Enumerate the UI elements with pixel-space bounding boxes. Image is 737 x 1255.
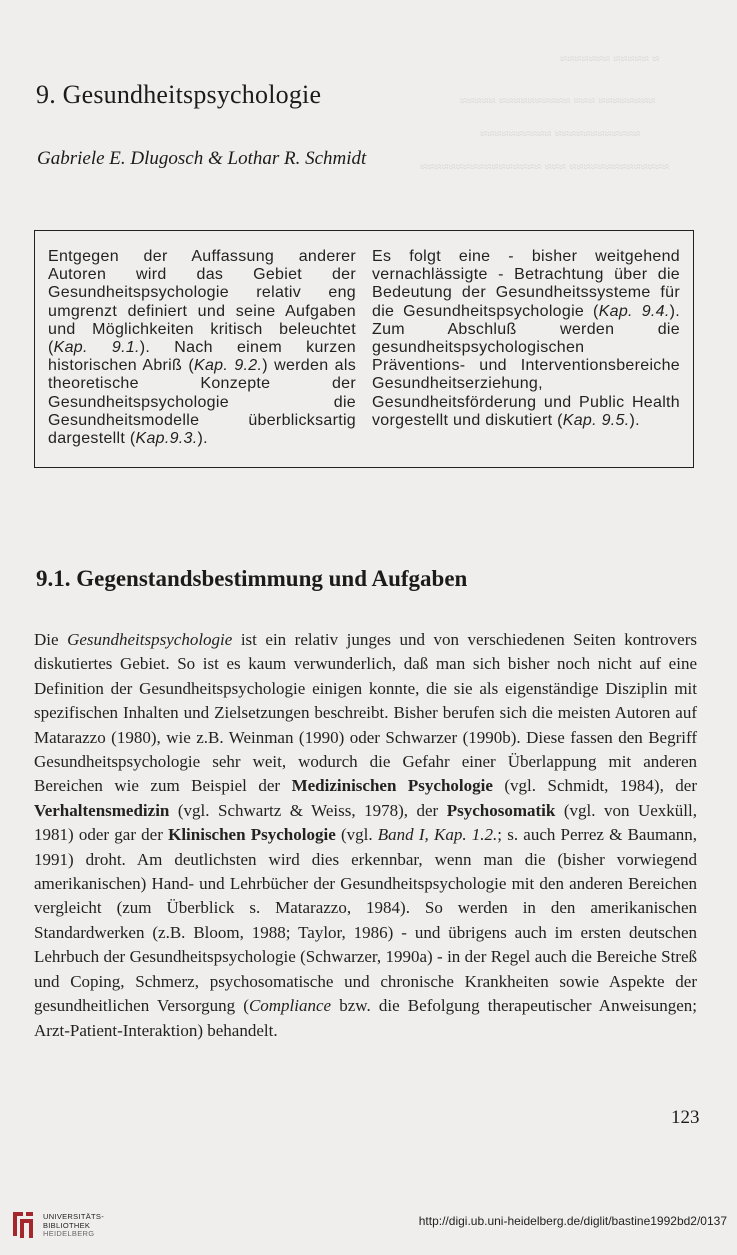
section-title: 9.1. Gegenstandsbestimmung und Aufgaben (36, 566, 468, 591)
bold-term: Medizinischen Psychologie (291, 776, 493, 796)
emphasis-term: Band I, Kap. 1.2. (377, 825, 498, 845)
chapter-reference: Kap. 9.4. (598, 302, 670, 320)
library-name: UNIVERSITÄTS- BIBLIOTHEK HEIDELBERG (43, 1212, 104, 1238)
bleed-through-text: ≈≈≈≈≈≈≈≈≈≈≈≈≈≈ ≈≈≈ ≈≈≈≈≈≈≈≈≈≈≈≈≈≈≈≈≈ (420, 159, 670, 174)
chapter-reference: Kap. 9.5. (562, 411, 630, 429)
abstract-left-column: Entgegen der Auffassung anderer Autoren wird das Gebiet der Gesundheitspsychologie relativ eng umgrenzt definiert und seine Aufgaben und Möglichkeiten kritisch beleuchtet (Kap. 9.1.). Nach einem kurzen historischen Abriß (Kap. 9.2.) werden als theoretische Konzepte der Gesundheitspsychologie die Gesundheitsmodelle überblicksartig dargestellt (Kap.9.3.). (48, 248, 357, 448)
bleed-through-text: ≈≈≈≈≈≈≈≈≈≈≈≈ ≈≈≈≈≈≈≈≈≈≈ (480, 126, 641, 141)
chapter-reference: Kap. 9.1. (53, 339, 140, 357)
bleed-through-text: ≈ ≈≈≈≈≈ ≈≈≈≈≈≈≈ (560, 51, 660, 66)
bold-term: Verhaltensmedizin (34, 800, 170, 820)
chapter-reference: Kap.9.3. (135, 430, 198, 448)
body-paragraph: Die Gesundheitspsychologie ist ein relativ junges und von verschiedenen Seiten kontrovers diskutiertes Gebiet. So ist es kaum verwunderlich, daß man sich bisher noch nicht auf eine Definition der Gesundheitspsychologie einigen konnte, die sie als eigenständige Disziplin mit spezifischen Inhalten und Zielsetzungen beschreibt. Bisher berufen sich die meisten Autoren auf Matarazzo (1980), wie z.B. Weinman (1990) oder Schwarzer (1990b). Diese fassen den Begriff Gesundheitspsychologie sehr weit, wodurch die Gefahr einer Überlappung mit anderen Bereichen wie zum Beispiel der Medizinischen Psychologie (vgl. Schmidt, 1984), der Verhaltensmedizin (vgl. Schwartz & Weiss, 1978), der Psychosomatik (vgl. von Uexküll, 1981) oder gar der Klinischen Psychologie (vgl. Band I, Kap. 1.2.; s. auch Perrez & Baumann, 1991) droht. Am deutlichsten wird dies erkennbar, wenn man die (bisher vorwiegend amerikanischen) Hand- und Lehrbücher der Gesundheitspsychologie mit den anderen Bereichen vergleicht (zum Überblick s. Matarazzo, 1984). So werden in den amerikanischen Standardwerken (z.B. Bloom, 1988; Taylor, 1986) - und übrigens auch im ersten deutschen Lehrbuch der Gesundheitspsychologie (Schwarzer, 1990a) - in der Regel auch die Bereiche Streß und Coping, Schmerz, psychosomatische und chronische Krankheiten sowie Aspekte der gesundheitlichen Versorgung (Compliance bzw. die Befolgung therapeutischer Anweisungen; Arzt-Patient-Interaktion) behandelt. (34, 630, 698, 1040)
chapter-reference: Kap. 9.2. (193, 357, 263, 375)
bold-term: Klinischen Psychologie (168, 825, 336, 845)
page-number: 123 (671, 1107, 700, 1128)
library-logo-icon (9, 1210, 37, 1240)
emphasis-term: Gesundheitspsychologie (67, 630, 233, 649)
chapter-title: 9. Gesundheitspsychologie (36, 80, 322, 109)
source-url-link[interactable]: http://digi.ub.uni-heidelberg.de/diglit/bastine1992bd2/0137 (418, 1214, 727, 1228)
chapter-authors: Gabriele E. Dlugosch & Lothar R. Schmidt (37, 148, 367, 169)
bold-term: Psychosomatik (446, 800, 556, 820)
footer (0, 1200, 737, 1255)
bleed-through-text: ≈≈≈≈≈≈≈≈ ≈≈≈ ≈≈≈≈≈≈≈≈≈≈ ≈≈≈≈≈ (460, 93, 656, 108)
emphasis-term: Compliance (248, 996, 332, 1016)
abstract-box (34, 230, 694, 468)
abstract-right-column: Es folgt eine - bisher weitgehend vernachlässigte - Betrachtung über die Bedeutung der Gesundheitssysteme für die Gesundheitspsychologie (Kap. 9.4.). Zum Abschluß werden die gesundheitspsychologischen Präventions- und Interventionsbereiche Gesundheitserziehung, Gesundheitsförderung und Public Health vorgestellt und diskutiert (Kap. 9.5.). (372, 248, 680, 429)
